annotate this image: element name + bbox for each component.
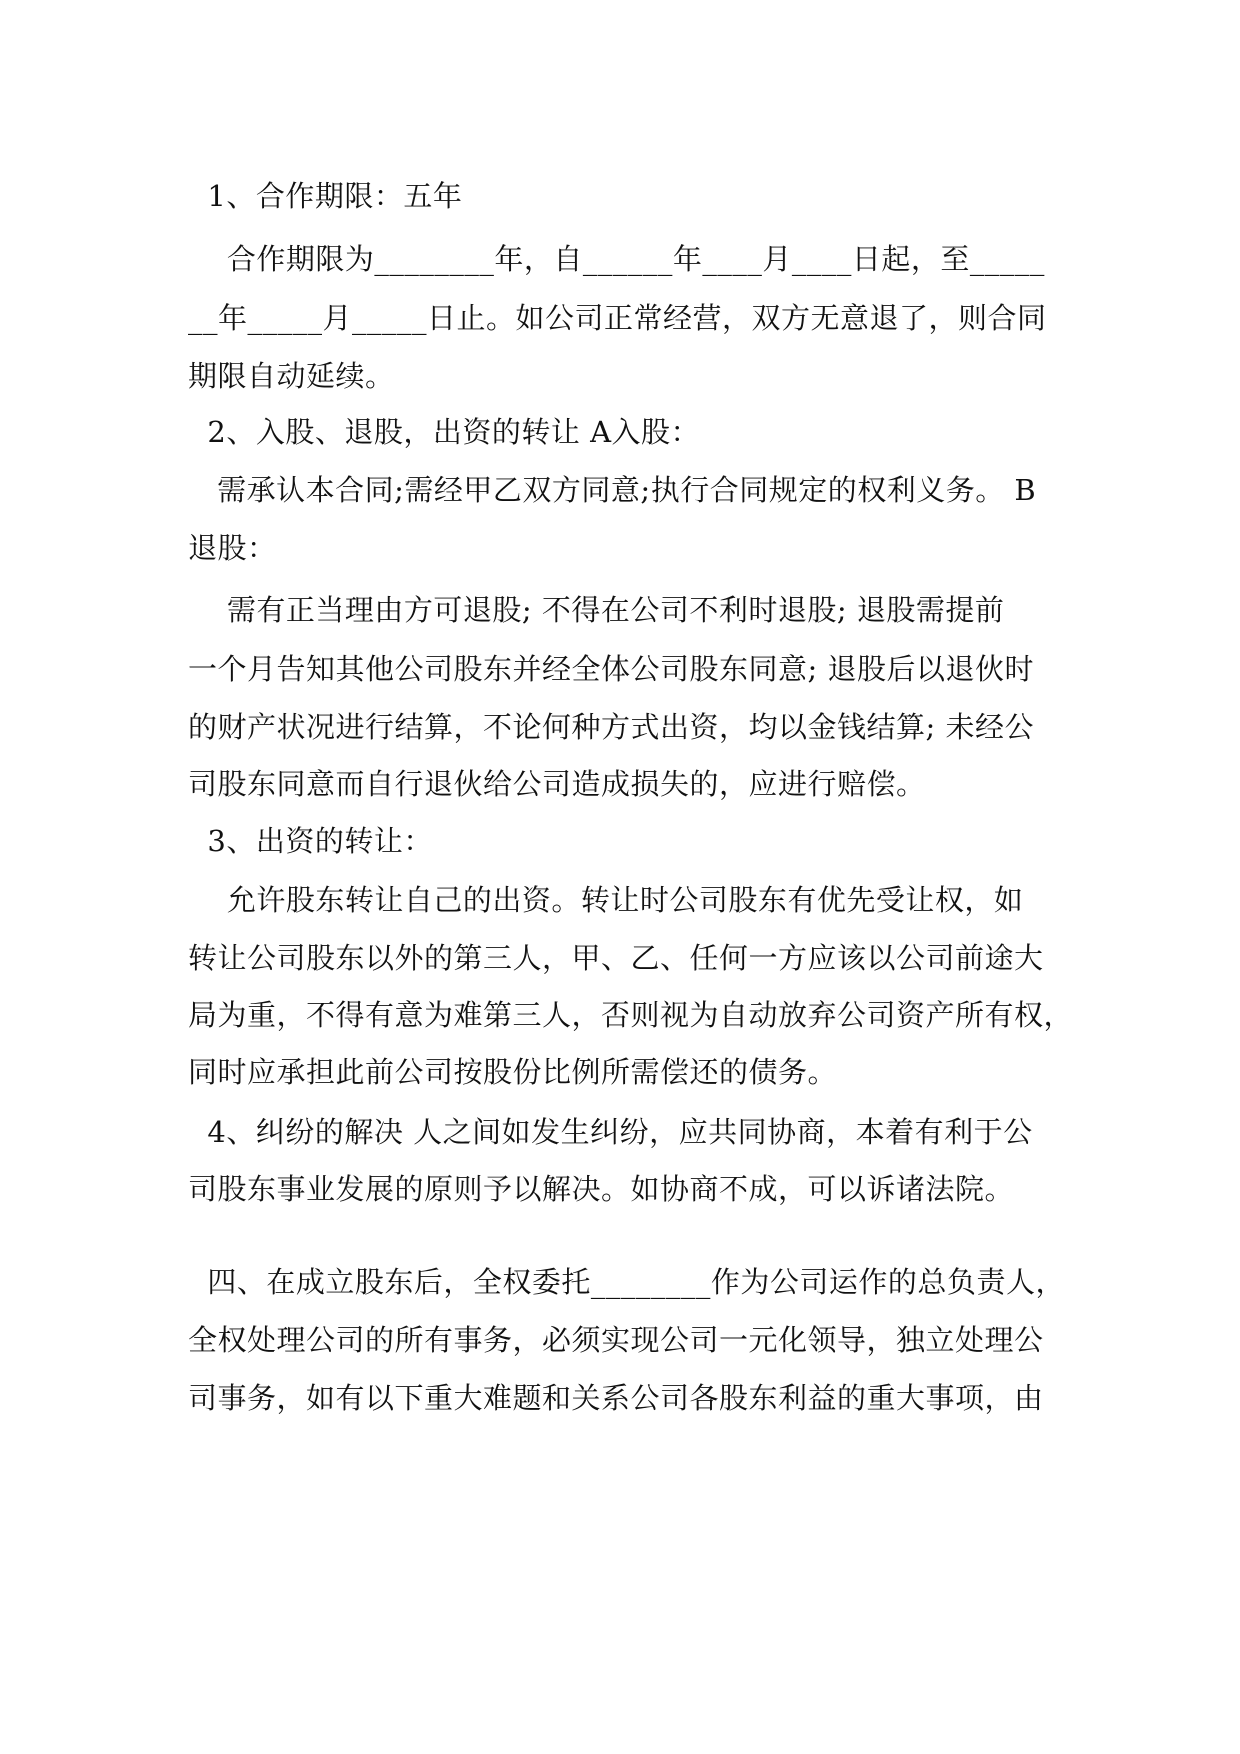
text-line: 允许股东转让自己的出资。转让时公司股东有优先受让权，如 xyxy=(188,883,1024,917)
clause-4-heading: 4、纠纷的解决 人之间如发生纠纷，应共同协商，本着有利于公 xyxy=(188,1115,1033,1149)
text-line: __年_____月_____日止。如公司正常经营，双方无意退了，则合同 xyxy=(188,301,1047,335)
text-line: 需承认本合同;需经甲乙双方同意;执行合同规定的权利义务。 B xyxy=(188,473,1037,507)
clause-1-heading: 1、合作期限：五年 xyxy=(188,179,463,213)
text-line: 全权处理公司的所有事务，必须实现公司一元化领导，独立处理公 xyxy=(188,1323,1044,1357)
clause-3-heading: 3、出资的转让： xyxy=(188,824,433,858)
text-line: 的财产状况进行结算，不论何种方式出资，均以金钱结算; 未经公 xyxy=(188,710,1034,744)
text-line: 转让公司股东以外的第三人，甲、乙、任何一方应该以公司前途大 xyxy=(188,941,1044,975)
text-line: 局为重，不得有意为难第三人，否则视为自动放弃公司资产所有权， xyxy=(188,998,1074,1032)
text-line: 一个月告知其他公司股东并经全体公司股东同意; 退股后以退伙时 xyxy=(188,652,1034,686)
text-line: 同时应承担此前公司按股份比例所需偿还的债务。 xyxy=(188,1055,838,1089)
text-line: 司股东事业发展的原则予以解决。如协商不成，可以诉诸法院。 xyxy=(188,1172,1015,1206)
text-line: 期限自动延续。 xyxy=(188,359,395,393)
clause-2-heading: 2、入股、退股，出资的转让 A入股： xyxy=(188,415,701,449)
section-4-heading: 四、在成立股东后，全权委托________作为公司运作的总负责人， xyxy=(188,1265,1065,1299)
text-line: 司股东同意而自行退伙给公司造成损失的，应进行赔偿。 xyxy=(188,767,926,801)
text-line: 退股： xyxy=(188,531,277,565)
text-line: 需有正当理由方可退股; 不得在公司不利时退股; 退股需提前 xyxy=(188,593,1005,627)
text-line: 合作期限为________年，自______年____月____日起，至_____ xyxy=(188,242,1045,276)
text-line: 司事务，如有以下重大难题和关系公司各股东利益的重大事项，由 xyxy=(188,1381,1044,1415)
